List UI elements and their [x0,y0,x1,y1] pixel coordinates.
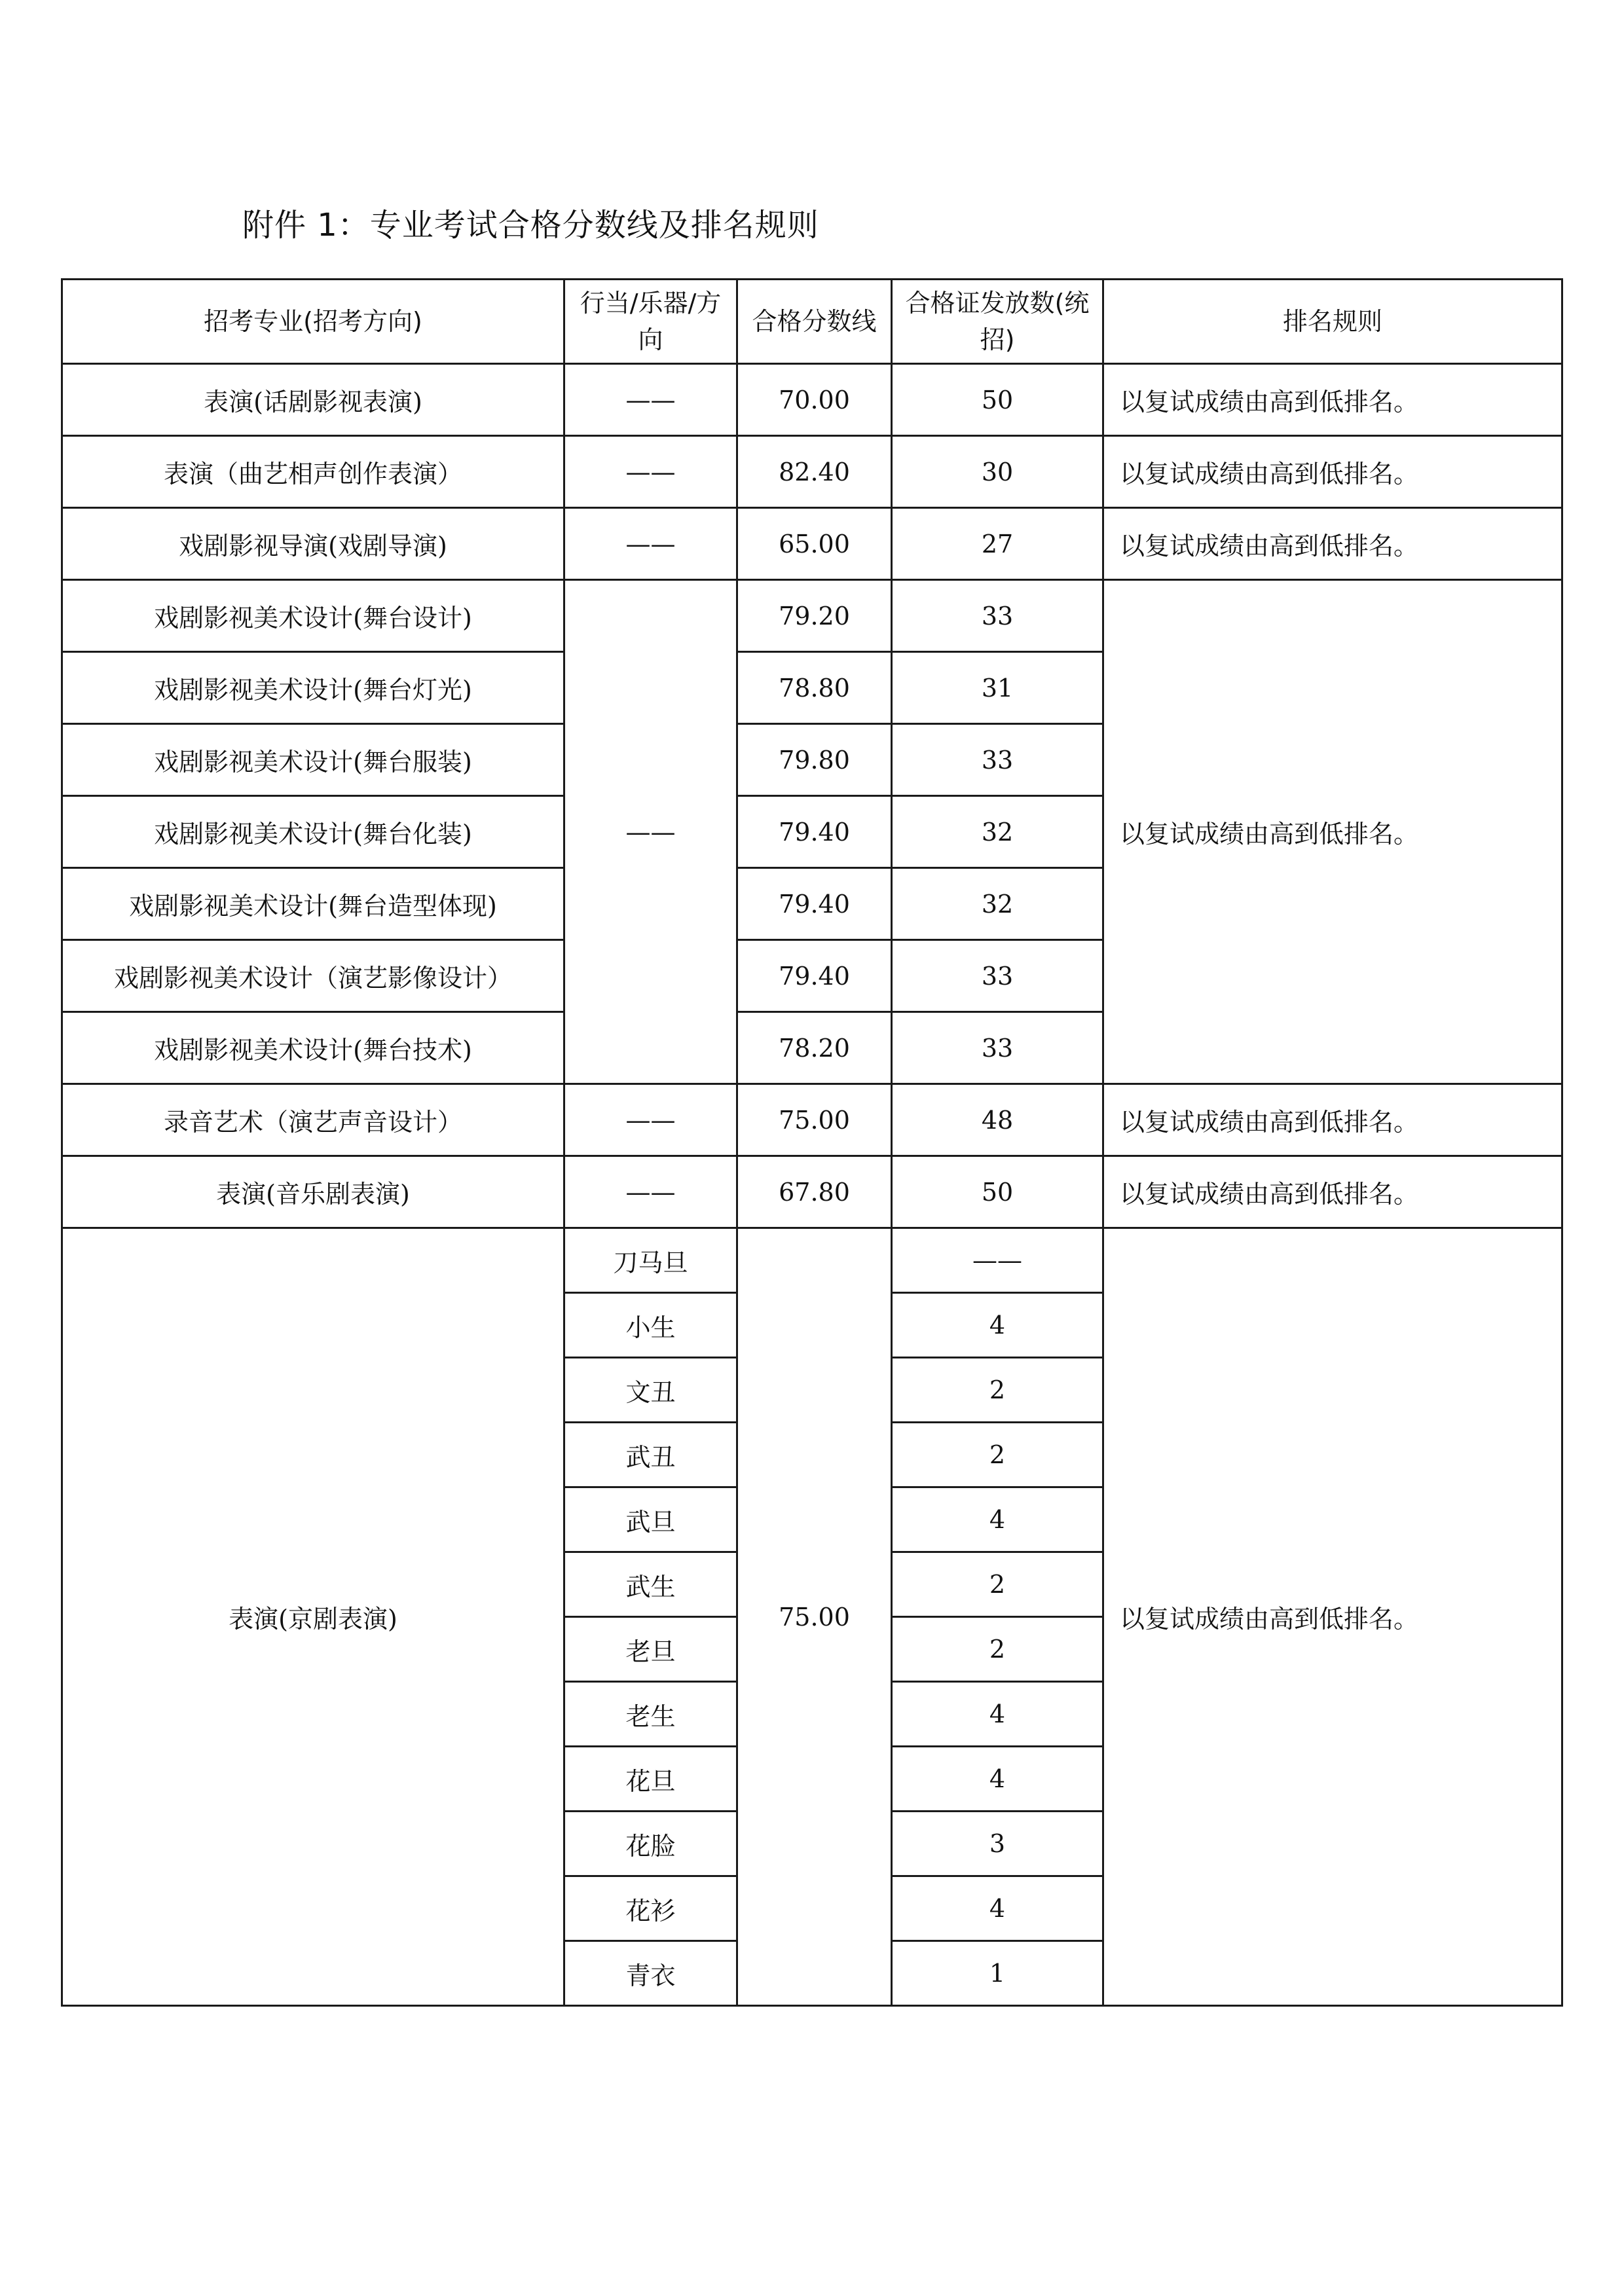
cell-major: 戏剧影视美术设计(舞台灯光) [62,652,564,724]
cell-certs: —— [892,1228,1103,1293]
header-major: 招考专业(招考方向) [62,280,564,364]
cell-certs: 2 [892,1617,1103,1682]
cell-role: 刀马旦 [564,1228,737,1293]
score-table [61,278,1563,2007]
cell-rule-merged: 以复试成绩由高到低排名。 [1103,1228,1562,2006]
cell-major: 表演(话剧影视表演) [62,364,564,436]
document-title: 附件 1：专业考试合格分数线及排名规则 [242,207,819,244]
cell-certs: 50 [892,364,1103,436]
cell-score: 79.40 [737,796,892,868]
cell-certs: 4 [892,1876,1103,1941]
cell-score: 79.20 [737,580,892,652]
header-score: 合格分数线 [737,280,892,364]
cell-role-merged: —— [564,580,737,1084]
cell-certs: 1 [892,1941,1103,2006]
cell-certs: 3 [892,1812,1103,1876]
cell-rule: 以复试成绩由高到低排名。 [1103,364,1562,436]
cell-role: 花旦 [564,1747,737,1812]
cell-role: —— [564,1156,737,1228]
cell-score: 78.20 [737,1012,892,1084]
table-row [62,436,1562,508]
cell-role: 文丑 [564,1358,737,1423]
cell-certs: 33 [892,1012,1103,1084]
cell-certs: 4 [892,1747,1103,1812]
cell-role: 武丑 [564,1423,737,1487]
cell-major: 戏剧影视美术设计(舞台化装) [62,796,564,868]
cell-certs: 2 [892,1423,1103,1487]
cell-role: 武旦 [564,1487,737,1552]
cell-rule-merged: 以复试成绩由高到低排名。 [1103,580,1562,1084]
cell-certs: 33 [892,940,1103,1012]
cell-major: 录音艺术（演艺声音设计） [62,1084,564,1156]
cell-score: 79.40 [737,868,892,940]
cell-certs: 4 [892,1487,1103,1552]
cell-score: 79.40 [737,940,892,1012]
cell-role: —— [564,364,737,436]
cell-certs: 50 [892,1156,1103,1228]
cell-score: 82.40 [737,436,892,508]
cell-score: 70.00 [737,364,892,436]
cell-certs: 33 [892,580,1103,652]
cell-score: 75.00 [737,1084,892,1156]
header-rule: 排名规则 [1103,280,1562,364]
cell-certs: 4 [892,1293,1103,1358]
header-certs: 合格证发放数(统招) [892,280,1103,364]
cell-major: 戏剧影视美术设计(舞台造型体现) [62,868,564,940]
cell-major: 戏剧影视美术设计(舞台技术) [62,1012,564,1084]
cell-certs: 31 [892,652,1103,724]
table-row [62,1084,1562,1156]
cell-major: 戏剧影视美术设计(舞台设计) [62,580,564,652]
cell-role: —— [564,1084,737,1156]
table-row [62,508,1562,580]
cell-score: 79.80 [737,724,892,796]
cell-major: 戏剧影视美术设计（演艺影像设计） [62,940,564,1012]
cell-certs: 4 [892,1682,1103,1747]
cell-major-merged: 表演(京剧表演) [62,1228,564,2006]
cell-rule: 以复试成绩由高到低排名。 [1103,508,1562,580]
cell-role: 花衫 [564,1876,737,1941]
cell-certs: 32 [892,796,1103,868]
cell-score: 78.80 [737,652,892,724]
cell-certs: 33 [892,724,1103,796]
cell-certs: 32 [892,868,1103,940]
cell-role: 武生 [564,1552,737,1617]
table-header-row [62,280,1562,364]
cell-certs: 48 [892,1084,1103,1156]
cell-score: 65.00 [737,508,892,580]
cell-role: —— [564,436,737,508]
cell-rule: 以复试成绩由高到低排名。 [1103,1156,1562,1228]
cell-rule: 以复试成绩由高到低排名。 [1103,436,1562,508]
cell-certs: 30 [892,436,1103,508]
cell-major: 表演(音乐剧表演) [62,1156,564,1228]
cell-certs: 2 [892,1552,1103,1617]
cell-role: 青衣 [564,1941,737,2006]
table-row [62,580,1562,652]
header-role: 行当/乐器/方向 [564,280,737,364]
cell-rule: 以复试成绩由高到低排名。 [1103,1084,1562,1156]
cell-certs: 2 [892,1358,1103,1423]
cell-role: 小生 [564,1293,737,1358]
cell-role: 老旦 [564,1617,737,1682]
cell-major: 表演（曲艺相声创作表演） [62,436,564,508]
cell-role: 花脸 [564,1812,737,1876]
cell-score: 67.80 [737,1156,892,1228]
table-row [62,1156,1562,1228]
cell-major: 戏剧影视美术设计(舞台服装) [62,724,564,796]
cell-role: —— [564,508,737,580]
table-row [62,1228,1562,1293]
cell-score-merged: 75.00 [737,1228,892,2006]
cell-role: 老生 [564,1682,737,1747]
cell-major: 戏剧影视导演(戏剧导演) [62,508,564,580]
table-row [62,364,1562,436]
cell-certs: 27 [892,508,1103,580]
